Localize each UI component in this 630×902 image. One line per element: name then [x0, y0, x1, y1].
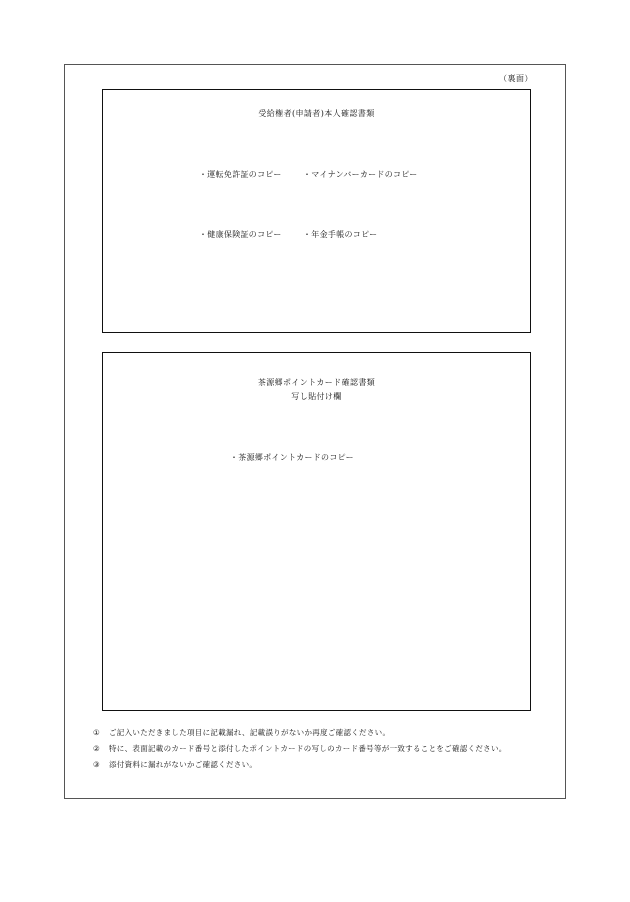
point-card-copy-item: ・茶源郷ポイントカードのコピー	[230, 453, 354, 462]
note-number: ②	[93, 744, 101, 753]
document-sheet	[64, 64, 566, 799]
point-card-box	[102, 352, 531, 711]
note-item	[93, 727, 390, 738]
note-item	[93, 759, 257, 770]
note-text: 特に、表面記載のカード番号と添付したポイントカードの写しのカード番号等が一致することをご確認ください。	[109, 744, 507, 753]
note-number: ③	[93, 760, 101, 769]
point-card-title: 茶源郷ポイントカード確認書類	[257, 378, 376, 387]
my-number-card-item: ・マイナンバーカードのコピー	[303, 170, 418, 179]
health-insurance-card-item: ・健康保険証のコピー	[199, 230, 282, 239]
note-text: ご記入いただきました項目に記載漏れ、記載誤りがないか再度ご確認ください。	[109, 728, 391, 737]
identity-documents-title: 受給権者(申請者)本人確認書類	[258, 109, 375, 118]
note-number: ①	[93, 728, 101, 737]
drivers-license-item: ・運転免許証のコピー	[199, 170, 282, 179]
page-side-label: （裏面）	[499, 74, 533, 83]
note-text: 添付資料に漏れがないかご確認ください。	[109, 760, 258, 769]
point-card-subtitle: 写し貼付け欄	[291, 392, 342, 401]
pension-book-item: ・年金手帳のコピー	[303, 230, 378, 239]
identity-documents-box	[102, 89, 531, 333]
note-item	[93, 743, 507, 754]
